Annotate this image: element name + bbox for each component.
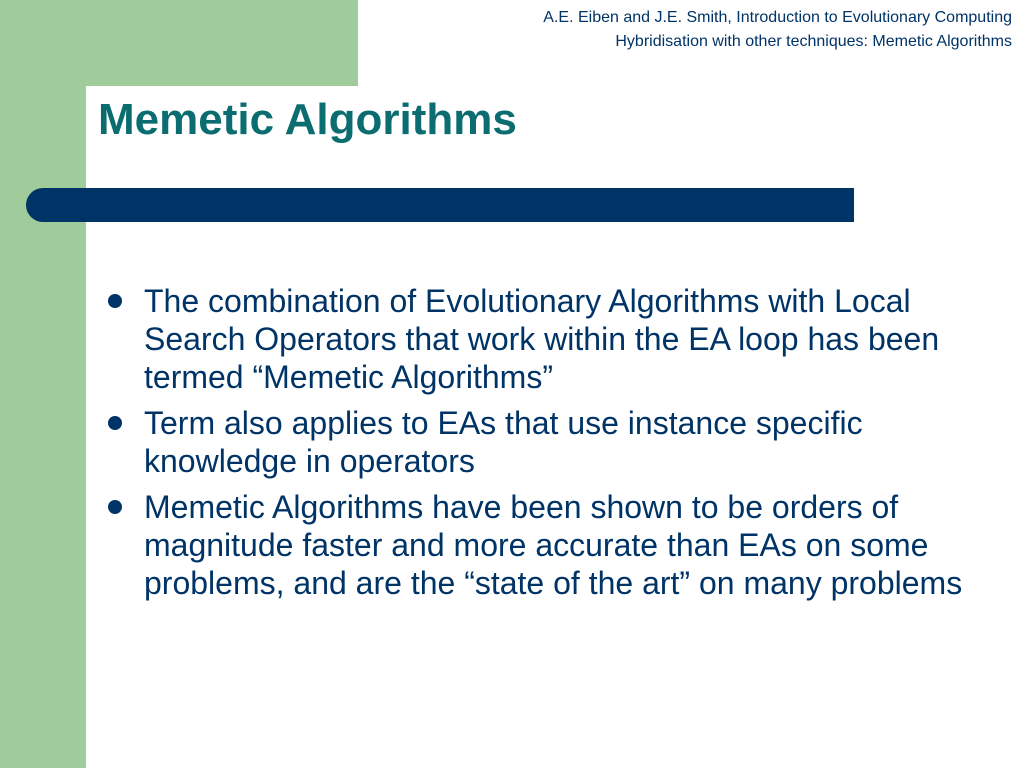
title-underline-bar <box>26 188 854 222</box>
bullet-text: Term also applies to EAs that use instance specific knowledge in operators <box>144 405 863 479</box>
bullet-text: The combination of Evolutionary Algorithms with Local Search Operators that work within the EA loop has been termed “Memetic Algorithms” <box>144 283 940 395</box>
bullet-dot-icon <box>108 500 122 514</box>
green-top-band <box>0 0 358 86</box>
bullet-dot-icon <box>108 294 122 308</box>
slide-title: Memetic Algorithms <box>98 95 517 144</box>
bullet-item <box>104 404 984 480</box>
bullet-item <box>104 282 984 396</box>
bullet-text: Memetic Algorithms have been shown to be orders of magnitude faster and more accurate than EAs on some problems, and are the “state of the art” on many problems <box>144 489 963 601</box>
header-chapter-title: Hybridisation with other techniques: Memetic Algorithms <box>615 33 1012 50</box>
slide-header <box>543 6 1012 54</box>
bullet-dot-icon <box>108 416 122 430</box>
header-book-title: A.E. Eiben and J.E. Smith, Introduction to Evolutionary Computing <box>543 9 1012 26</box>
bullet-list <box>104 282 984 610</box>
green-side-band <box>0 0 86 768</box>
bullet-item <box>104 488 984 602</box>
